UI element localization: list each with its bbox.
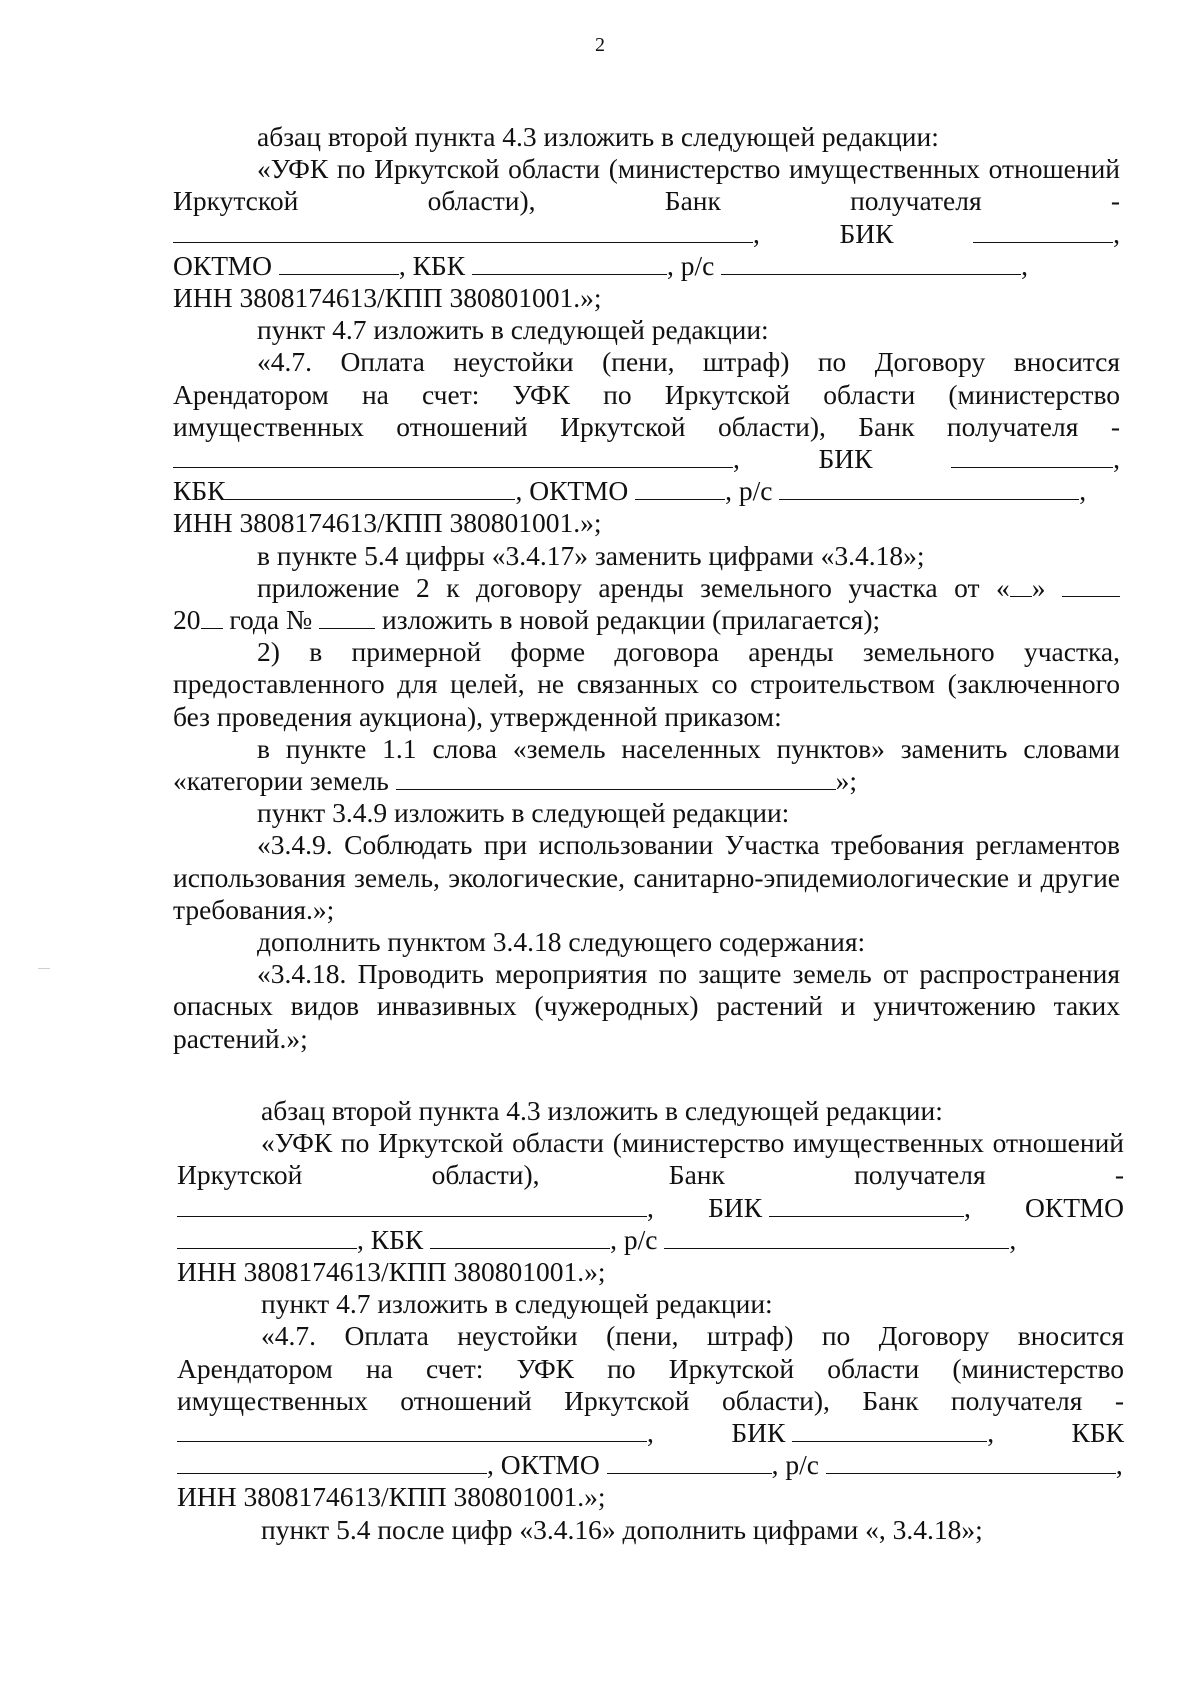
requisites-line: , БИК , КБК [177,1417,1124,1449]
scan-artifact [38,968,50,969]
requisites-line: , БИК , [173,218,1120,250]
bank-blank [177,1193,647,1217]
rs-blank [664,1225,1009,1249]
requisites-line: , БИК , ОКТМО [177,1192,1124,1224]
inn-kpp: ИНН 3808174613/КПП 380801001.»; [177,1481,606,1513]
paragraph-appendix-2-cont: 20 года № изложить в новой редакции (прилагается); [173,604,881,636]
oktmo-blank [635,476,725,500]
requisites-line: ОКТМО , КБК , р/с , [173,249,1029,281]
inn-kpp: ИНН 3808174613/КПП 380801001.»; [177,1256,606,1288]
document-body-upper [173,121,1120,1055]
paragraph-5-4: в пункте 5.4 цифры «3.4.17» заменить цифрами «3.4.18»; [257,539,925,571]
rs-blank [826,1450,1116,1474]
bik-label: БИК [731,1417,786,1449]
kbk-label: КБК [412,249,466,281]
bik-label: БИК [818,443,873,475]
paragraph-5-4-2: пункт 5.4 после цифр «3.4.16» дополнить цифрами «, 3.4.18»; [261,1513,983,1545]
bik-label: БИК [839,217,894,249]
paragraph-3-4-9-text: «3.4.9. Соблюдать при использовании Участка требования регламентов использования земель, экологические, санитарно-эпидемиологические и другие требования.»; [173,829,1120,925]
bank-blank [173,444,733,468]
paragraph-4-7-text-2: «4.7. Оплата неустойки (пени, штраф) по Договору вносится Арендатором на счет: УФК по Иркутской области (министерство имущественных отношений Иркутской области), Банк получателя - [177,1320,1124,1416]
rs-blank [779,476,1079,500]
paragraph-3-4-18-text: «3.4.18. Проводить мероприятия по защите земель от распространения опасных видов инвазивных (чужеродных) растений и уничтожению таких растений.»; [173,958,1120,1054]
requisites-line: , ОКТМО , р/с , [177,1449,1124,1481]
bik-blank [973,219,1113,243]
kbk-blank [225,476,515,500]
page-number: 2 [595,34,605,56]
requisites-line: КБК , ОКТМО , р/с , [173,475,1087,507]
paragraph-4-3-heading-2: абзац второй пункта 4.3 изложить в следующей редакции: [261,1095,943,1126]
rs-label: р/с [785,1449,819,1481]
kbk-blank [430,1225,610,1249]
kbk-label: КБК [173,475,226,507]
rs-label: р/с [738,475,773,507]
oktmo-blank [279,251,399,275]
kbk-blank [472,251,667,275]
paragraph-4-7-heading: пункт 4.7 изложить в следующей редакции: [257,314,769,346]
bank-blank [177,1418,647,1442]
rs-blank [721,251,1021,275]
paragraph-4-3-heading: абзац второй пункта 4.3 изложить в следующей редакции: [257,121,939,152]
paragraph-1-1: в пункте 1.1 слова «земель населенных пунктов» заменить словами «категории земель »; [173,732,1120,797]
kbk-label: КБК [370,1223,424,1255]
number-blank [319,605,375,629]
paragraph-4-7-text: «4.7. Оплата неустойки (пени, штраф) по Договору вносится Арендатором на счет: УФК по Иркутской области (министерство имущественных отношений Иркутской области), Банк получателя - [173,346,1120,442]
paragraph-3-4-18-heading: дополнить пунктом 3.4.18 следующего содержания: [257,926,866,958]
paragraph-3-4-9-heading: пункт 3.4.9 изложить в следующей редакции: [257,797,790,829]
requisites-line: , КБК , р/с , [177,1224,1124,1256]
oktmo-blank [177,1225,357,1249]
land-category-blank [396,766,836,790]
oktmo-label: ОКТМО [529,475,629,507]
inn-kpp: ИНН 3808174613/КПП 380801001.»; [173,282,602,314]
oktmo-blank [607,1450,772,1474]
day-blank [1010,573,1032,597]
kbk-label: КБК [1071,1417,1124,1449]
oktmo-label: ОКТМО [173,249,272,281]
paragraph-item-2: 2) в примерной форме договора аренды земельного участка, предоставленного для целей, не связанных со строительством (заключенного без проведения аукциона), утвержденной приказом: [173,636,1120,732]
kbk-blank [177,1450,487,1474]
bik-blank [769,1193,964,1217]
paragraph-4-3-text: «УФК по Иркутской области (министерство имущественных отношений Иркутской области), Банк получателя - [173,153,1120,217]
inn-kpp: ИНН 3808174613/КПП 380801001.»; [173,507,602,539]
month-blank [1062,573,1120,597]
year-blank [201,605,223,629]
document-body-lower [177,1095,1124,1546]
paragraph-appendix-2: приложение 2 к договору аренды земельного участка от « » [173,572,1120,604]
paragraph-4-3-text-2: «УФК по Иркутской области (министерство имущественных отношений Иркутской области), Банк получателя - [177,1127,1124,1191]
rs-label: р/с [623,1223,658,1255]
paragraph-4-7-heading-2: пункт 4.7 изложить в следующей редакции: [261,1288,773,1320]
oktmo-label: ОКТМО [500,1449,600,1481]
bik-blank [951,444,1113,468]
requisites-line: , БИК , [173,443,1120,475]
bik-label: БИК [708,1191,763,1223]
rs-label: р/с [680,249,715,281]
bank-blank [173,219,753,243]
bik-blank [792,1418,987,1442]
oktmo-label: ОКТМО [1025,1191,1124,1223]
